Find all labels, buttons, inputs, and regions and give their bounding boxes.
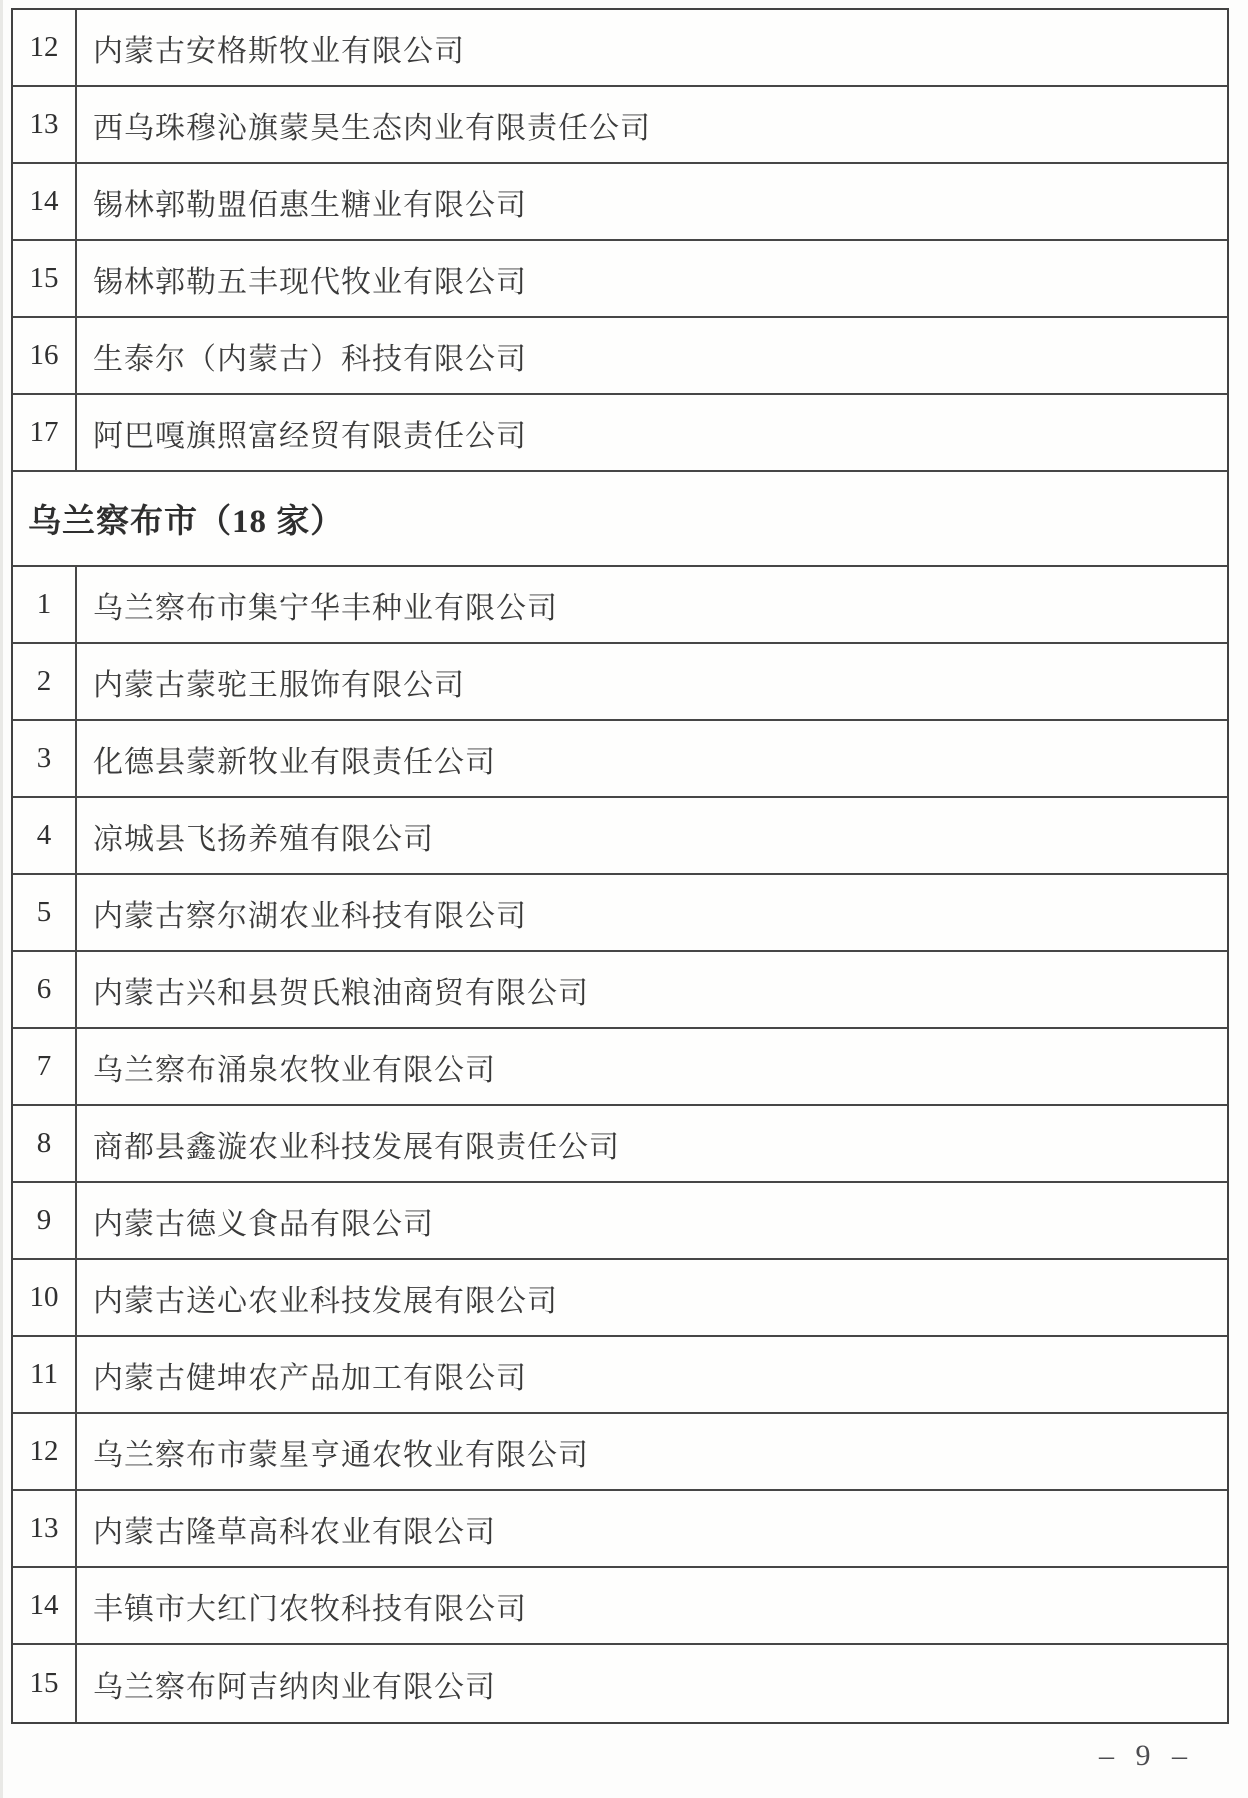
table-row [13, 1183, 1227, 1260]
table-row [13, 1645, 1227, 1722]
row-number: 4 [13, 798, 77, 873]
row-number: 15 [13, 1645, 77, 1722]
company-name: 内蒙古健坤农产品加工有限公司 [93, 1361, 527, 1395]
company-name: 内蒙古兴和县贺氏粮油商贸有限公司 [93, 976, 589, 1010]
company-name: 西乌珠穆沁旗蒙昊生态肉业有限责任公司 [93, 111, 651, 145]
company-name: 丰镇市大红门农牧科技有限公司 [93, 1592, 527, 1626]
table-row [13, 87, 1227, 164]
row-number: 6 [13, 952, 77, 1027]
row-number: 1 [13, 567, 77, 642]
company-name: 锡林郭勒盟佰惠生糖业有限公司 [93, 188, 527, 222]
table-row [13, 395, 1227, 472]
company-name: 凉城县飞扬养殖有限公司 [93, 822, 434, 856]
table-row [13, 1260, 1227, 1337]
table-row [13, 1491, 1227, 1568]
row-number: 17 [13, 395, 77, 470]
row-number: 12 [13, 1414, 77, 1489]
company-name: 乌兰察布涌泉农牧业有限公司 [93, 1053, 496, 1087]
company-name: 内蒙古蒙驼王服饰有限公司 [93, 668, 465, 702]
company-name: 化德县蒙新牧业有限责任公司 [93, 745, 496, 779]
section-header-label: 乌兰察布市（18 家） [28, 504, 345, 540]
row-number: 10 [13, 1260, 77, 1335]
table-row [13, 1337, 1227, 1414]
table-row [13, 644, 1227, 721]
company-table [11, 8, 1229, 1724]
section-header [13, 472, 1227, 567]
table-row [13, 164, 1227, 241]
company-name: 内蒙古察尔湖农业科技有限公司 [93, 899, 527, 933]
row-number: 3 [13, 721, 77, 796]
company-name: 生泰尔（内蒙古）科技有限公司 [93, 342, 527, 376]
company-name: 内蒙古安格斯牧业有限公司 [93, 34, 465, 68]
scan-edge-artifact [0, 0, 3, 1798]
row-number: 13 [13, 87, 77, 162]
row-number: 2 [13, 644, 77, 719]
table-row [13, 721, 1227, 798]
table-row [13, 567, 1227, 644]
company-name: 内蒙古隆草高科农业有限公司 [93, 1515, 496, 1549]
table-row [13, 1106, 1227, 1183]
table-row [13, 1029, 1227, 1106]
table-row [13, 798, 1227, 875]
table-row [13, 952, 1227, 1029]
table-row [13, 241, 1227, 318]
company-name: 乌兰察布市集宁华丰种业有限公司 [93, 591, 558, 625]
row-number: 11 [13, 1337, 77, 1412]
row-number: 14 [13, 1568, 77, 1643]
row-number: 14 [13, 164, 77, 239]
table-row [13, 1414, 1227, 1491]
row-number: 9 [13, 1183, 77, 1258]
page-number: – 9 – [1099, 1739, 1194, 1772]
row-number: 16 [13, 318, 77, 393]
company-name: 内蒙古德义食品有限公司 [93, 1207, 434, 1241]
table-row [13, 10, 1227, 87]
row-number: 13 [13, 1491, 77, 1566]
row-number: 12 [13, 10, 77, 85]
company-name: 商都县鑫漩农业科技发展有限责任公司 [93, 1130, 620, 1164]
row-number: 8 [13, 1106, 77, 1181]
company-name: 乌兰察布市蒙星亨通农牧业有限公司 [93, 1438, 589, 1472]
row-number: 15 [13, 241, 77, 316]
table-row [13, 875, 1227, 952]
company-name: 锡林郭勒五丰现代牧业有限公司 [93, 265, 527, 299]
company-name: 内蒙古送心农业科技发展有限公司 [93, 1284, 558, 1318]
company-name: 乌兰察布阿吉纳肉业有限公司 [93, 1670, 496, 1704]
row-number: 7 [13, 1029, 77, 1104]
row-number: 5 [13, 875, 77, 950]
table-row [13, 1568, 1227, 1645]
table-row [13, 318, 1227, 395]
company-name: 阿巴嘎旗照富经贸有限责任公司 [93, 419, 527, 453]
